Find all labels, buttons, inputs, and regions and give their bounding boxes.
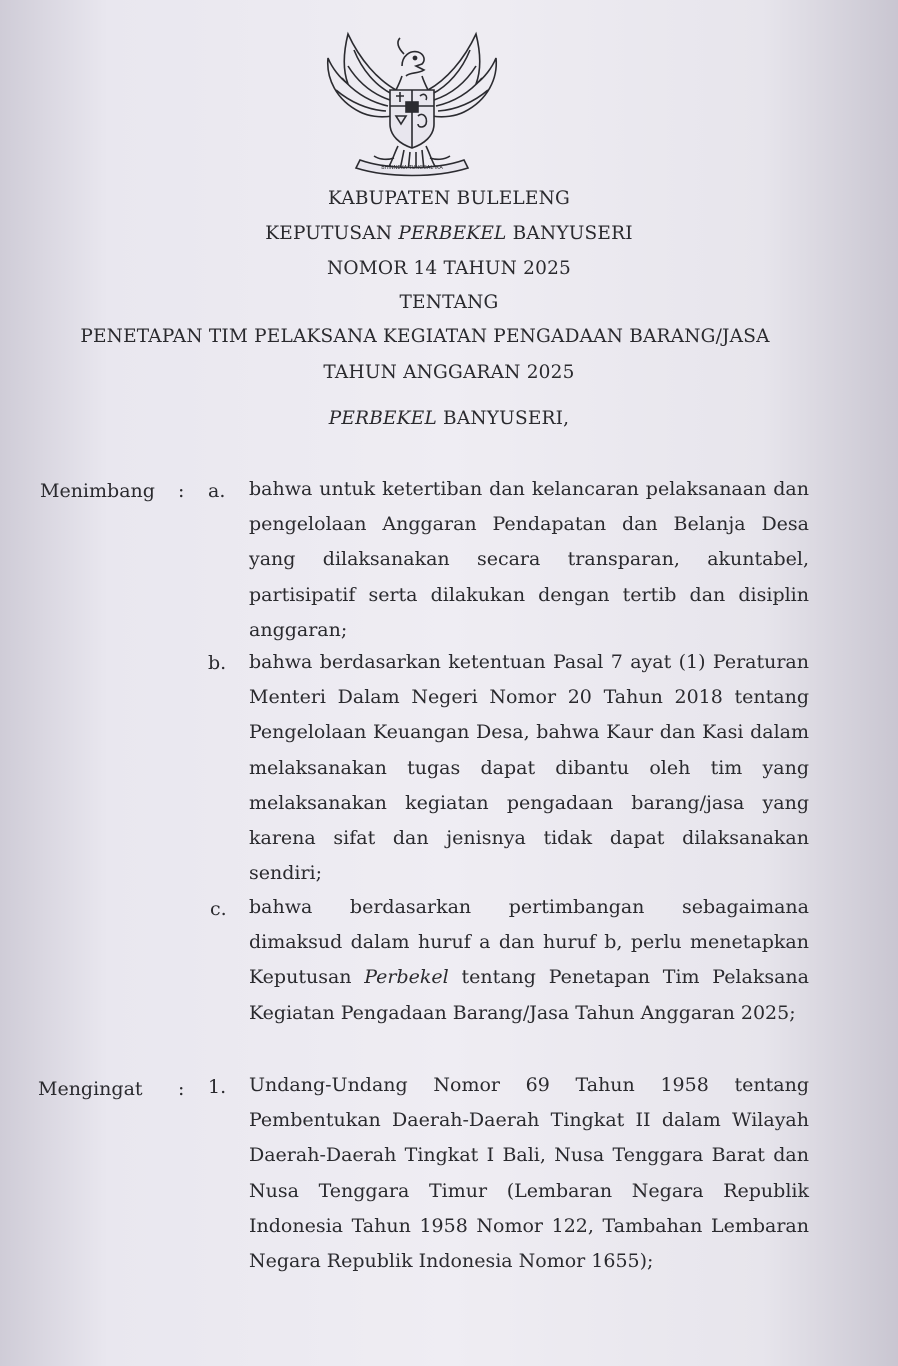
menimbang-label: Menimbang [40,480,155,502]
consideration-b-text: bahwa berdasarkan ketentuan Pasal 7 ayat (1) Peraturan Menteri Dalam Negeri Nomor 20 Tahun 2018 tentang Pengelolaan Keuangan Desa, bahwa Kaur dan Kasi dalam melaksanakan tugas dapat dibantu oleh tim yang melaksanakan kegiatan pengadaan barang/jasa yang karena sifat dan jenisnya tidak dapat dilaksanakan sendiri; [249,651,809,885]
reference-1-mark: 1. [208,1076,227,1098]
emblem-motto: BHINNEKA TUNGGAL IKA [381,165,443,171]
decree-about-label: TENTANG [399,292,499,313]
consideration-b-mark: b. [208,652,227,674]
mengingat-label: Mengingat [38,1078,143,1100]
menimbang-colon: : [178,480,185,502]
mengingat-colon: : [178,1078,185,1100]
consideration-a-text: bahwa untuk ketertiban dan kelancaran pelaksanaan dan pengelolaan Anggaran Pendapatan dan Belanja Desa yang dilaksanakan secara transparan, akuntabel, partisipatif serta dilakukan dengan tertib dan disiplin anggaran; [249,478,809,641]
decree-number: NOMOR 14 TAHUN 2025 [326,258,572,279]
decree-subject-year: TAHUN ANGGARAN 2025 [323,362,575,383]
issuer-title: PERBEKEL BANYUSERI, [328,408,570,429]
consideration-c-mark: c. [210,898,227,920]
decree-subject: PENETAPAN TIM PELAKSANA KEGIATAN PENGADAAN BARANG/JASA [80,326,770,347]
garuda-pancasila-emblem-icon [318,20,506,185]
reference-1-text: Undang-Undang Nomor 69 Tahun 1958 tentang Pembentukan Daerah-Daerah Tingkat II dalam Wilayah Daerah-Daerah Tingkat I Bali, Nusa Tenggara Barat dan Nusa Tenggara Timur (Lembaran Negara Republik Indonesia Tahun 1958 Nomor 122, Tambahan Lembaran Negara Republik Indonesia Nomor 1655); [249,1074,809,1273]
consideration-a-mark: a. [208,480,226,502]
consideration-c-text: bahwa berdasarkan pertimbangan sebagaimana dimaksud dalam huruf a dan huruf b, perlu menetapkan Keputusan Perbekel tentang Penetapan Tim Pelaksana Kegiatan Pengadaan Barang/Jasa Tahun Anggaran 2025; [249,896,809,1024]
regency-title: KABUPATEN BULELENG [328,188,570,209]
decree-title: KEPUTUSAN PERBEKEL BANYUSERI [265,223,633,244]
